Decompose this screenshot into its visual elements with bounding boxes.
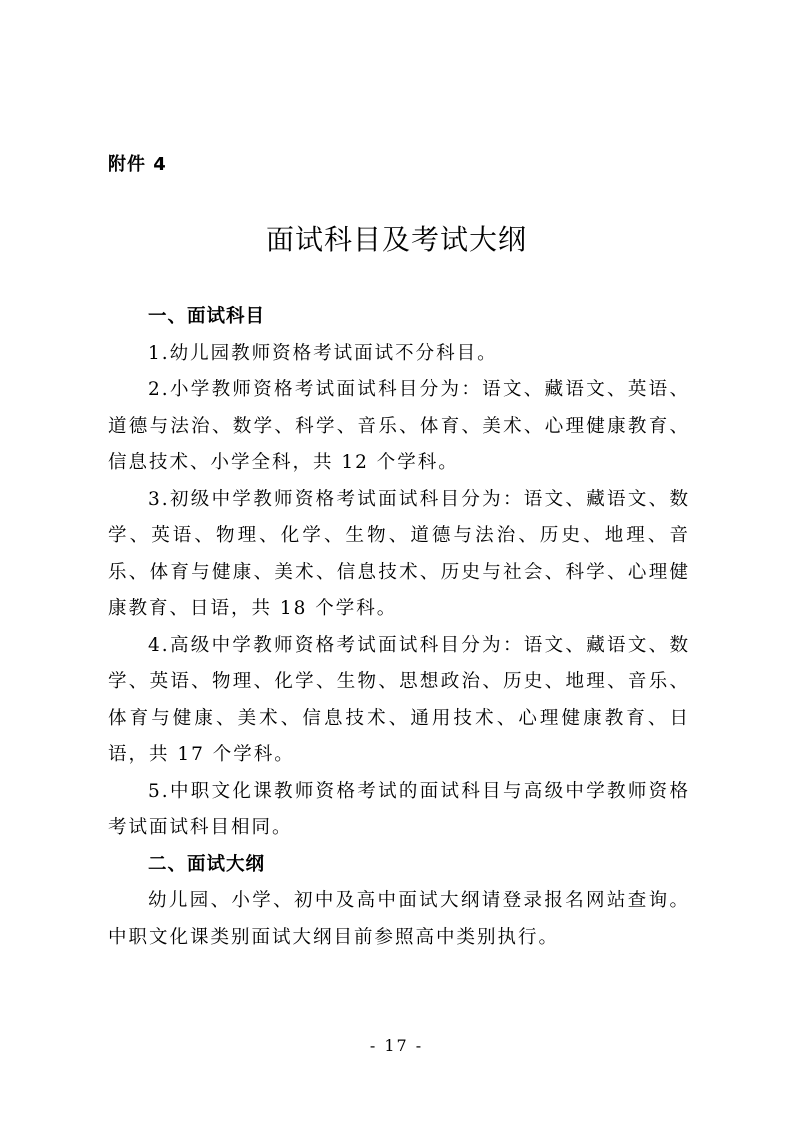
document-title: 面试科目及考试大纲	[265, 223, 527, 256]
paragraph-vocational: 5.中职文化课教师资格考试的面试科目与高级中学教师资格考试面试科目相同。	[108, 780, 690, 838]
paragraph-junior-middle: 3.初级中学教师资格考试面试科目分为：语文、藏语文、数学、英语、物理、化学、生物、道德与法治、历史、地理、音乐、体育与健康、美术、信息技术、历史与社会、科学、心理健康教育、日语，共 18 个学科。	[108, 488, 690, 619]
attachment-label: 附件 4	[108, 154, 167, 175]
paragraph-outline: 幼儿园、小学、初中及高中面试大纲请登录报名网站查询。中职文化课类别面试大纲目前参照高中类别执行。	[108, 890, 690, 948]
paragraph-kindergarten: 1.幼儿园教师资格考试面试不分科目。	[148, 342, 498, 364]
paragraph-senior-high: 4.高级中学教师资格考试面试科目分为：语文、藏语文、数学、英语、物理、化学、生物、思想政治、历史、地理、音乐、体育与健康、美术、信息技术、通用技术、心理健康教育、日语，共 17 个学科。	[108, 634, 690, 765]
page-number: - 17 -	[369, 1036, 424, 1055]
section-heading-outline: 二、面试大纲	[148, 853, 266, 875]
section-heading-subjects: 一、面试科目	[148, 306, 266, 327]
document-body	[108, 299, 690, 956]
paragraph-primary: 2.小学教师资格考试面试科目分为：语文、藏语文、英语、道德与法治、数学、科学、音乐、体育、美术、心理健康教育、信息技术、小学全科，共 12 个学科。	[108, 379, 690, 473]
